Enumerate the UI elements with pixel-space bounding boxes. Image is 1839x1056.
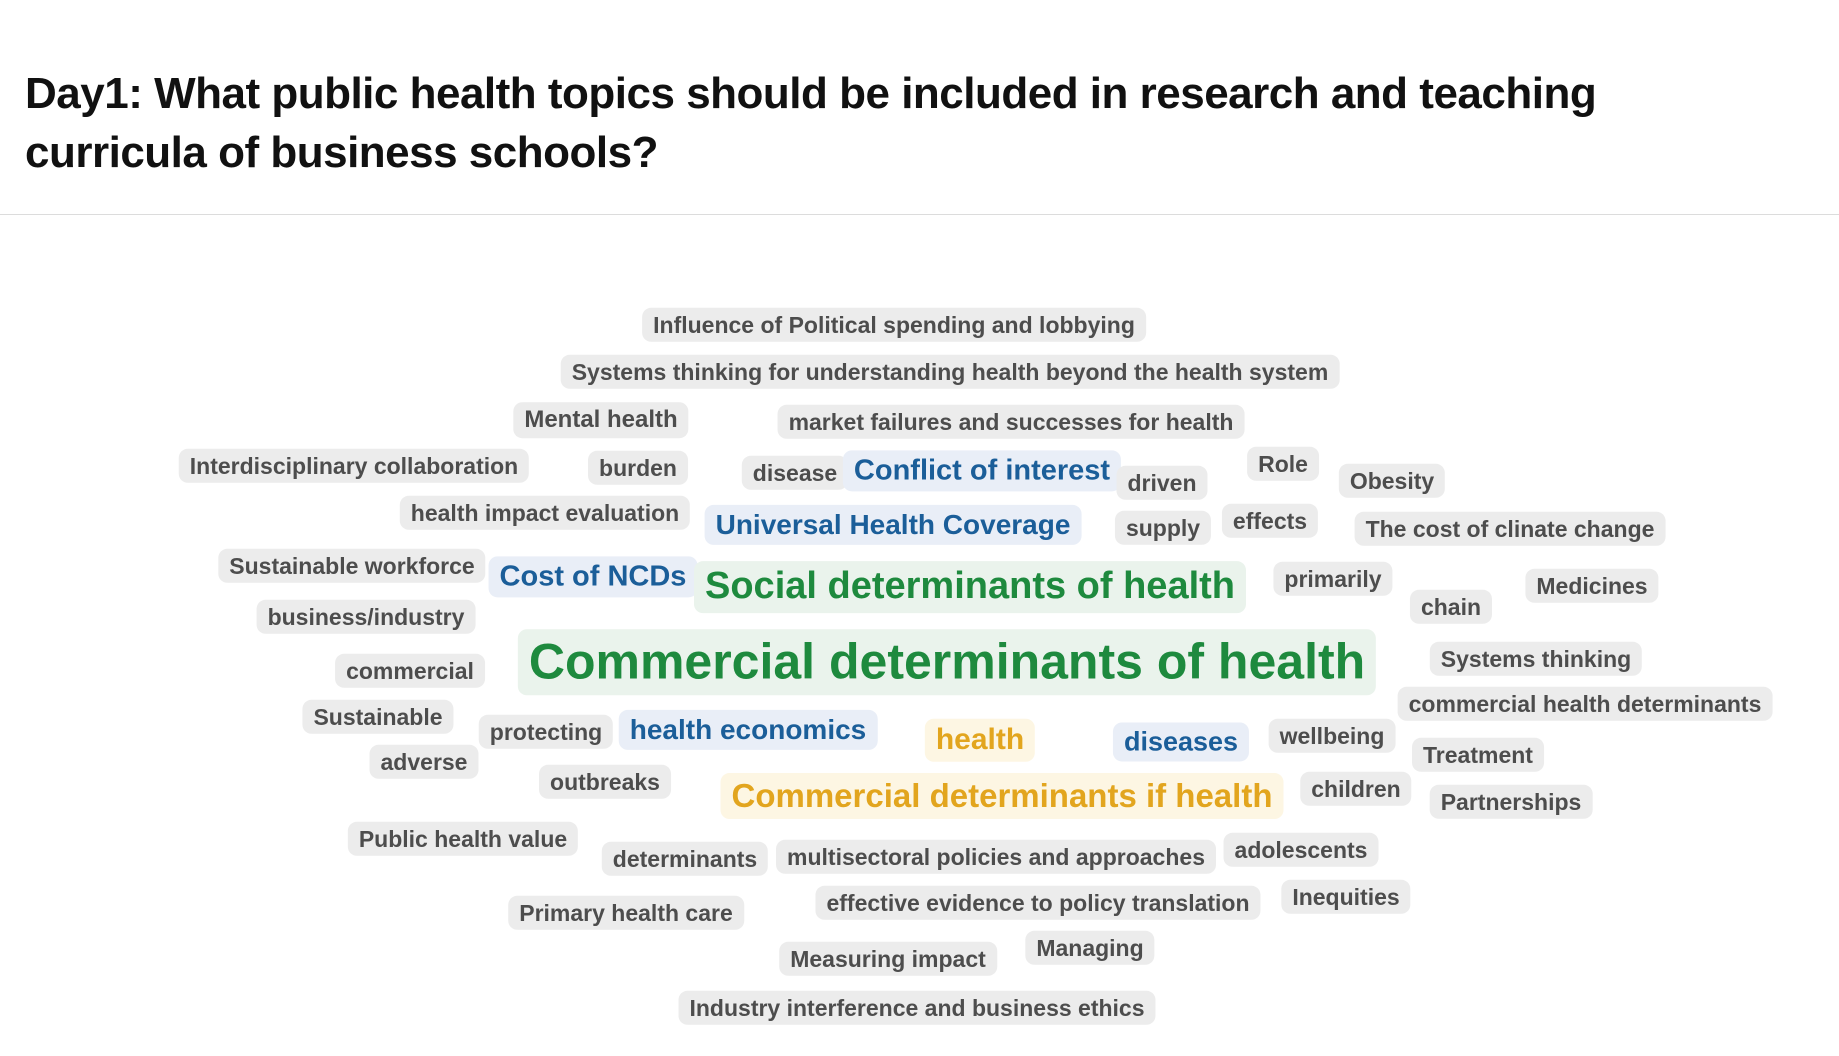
wordcloud (0, 215, 1839, 1056)
wordcloud-word: Conflict of interest (843, 450, 1121, 491)
wordcloud-word: Sustainable workforce (218, 549, 485, 583)
wordcloud-word: chain (1410, 590, 1492, 624)
wordcloud-word: business/industry (257, 600, 476, 634)
wordcloud-word: Systems thinking (1430, 642, 1642, 676)
wordcloud-word: children (1300, 772, 1411, 806)
wordcloud-word: Role (1247, 447, 1319, 481)
wordcloud-word: burden (588, 451, 688, 485)
wordcloud-word: diseases (1113, 722, 1249, 761)
wordcloud-word: Industry interference and business ethics (678, 991, 1155, 1025)
wordcloud-word: Partnerships (1430, 785, 1593, 819)
wordcloud-word: Treatment (1412, 738, 1544, 772)
wordcloud-word: The cost of clinate change (1355, 512, 1666, 546)
wordcloud-word: health (925, 719, 1035, 762)
wordcloud-word: effective evidence to policy translation (815, 886, 1260, 920)
wordcloud-word: Measuring impact (779, 942, 997, 976)
wordcloud-word: health economics (619, 710, 878, 750)
wordcloud-word: primarily (1273, 562, 1392, 596)
wordcloud-word: outbreaks (539, 765, 671, 799)
page-title (25, 65, 1725, 181)
wordcloud-word: Universal Health Coverage (705, 505, 1082, 545)
wordcloud-word: Primary health care (508, 896, 744, 930)
wordcloud-word: Interdisciplinary collaboration (179, 449, 529, 483)
wordcloud-word: driven (1116, 466, 1207, 500)
wordcloud-word: Mental health (513, 402, 688, 438)
wordcloud-word: Commercial determinants if health (721, 773, 1284, 819)
wordcloud-word: Commercial determinants of health (518, 629, 1376, 695)
wordcloud-word: protecting (479, 715, 613, 749)
wordcloud-word: Sustainable (302, 700, 453, 734)
wordcloud-word: Managing (1025, 931, 1154, 965)
page-title-line1: Day1: What public health topics should be included in research and teaching (25, 69, 1597, 119)
wordcloud-word: Social determinants of health (694, 561, 1246, 613)
wordcloud-word: Public health value (348, 822, 578, 856)
wordcloud-word: commercial (335, 654, 485, 688)
wordcloud-word: determinants (602, 842, 768, 876)
wordcloud-word: Cost of NCDs (489, 556, 698, 597)
wordcloud-word: health impact evaluation (400, 496, 690, 530)
wordcloud-word: effects (1222, 504, 1318, 538)
wordcloud-word: disease (742, 456, 848, 490)
wordcloud-word: wellbeing (1269, 719, 1396, 753)
wordcloud-word: Obesity (1339, 464, 1445, 498)
wordcloud-word: Systems thinking for understanding health beyond the health system (561, 355, 1340, 389)
wordcloud-word: multisectoral policies and approaches (776, 840, 1216, 874)
wordcloud-word: adverse (370, 745, 479, 779)
wordcloud-word: supply (1115, 511, 1211, 545)
page-title-line2: curricula of business schools? (25, 127, 658, 177)
wordcloud-word: Inequities (1281, 880, 1410, 914)
wordcloud-word: adolescents (1224, 833, 1379, 867)
wordcloud-word: Medicines (1525, 569, 1658, 603)
wordcloud-word: commercial health determinants (1398, 687, 1773, 721)
wordcloud-word: Influence of Political spending and lobbying (642, 308, 1146, 342)
wordcloud-word: market failures and successes for health (778, 405, 1245, 439)
